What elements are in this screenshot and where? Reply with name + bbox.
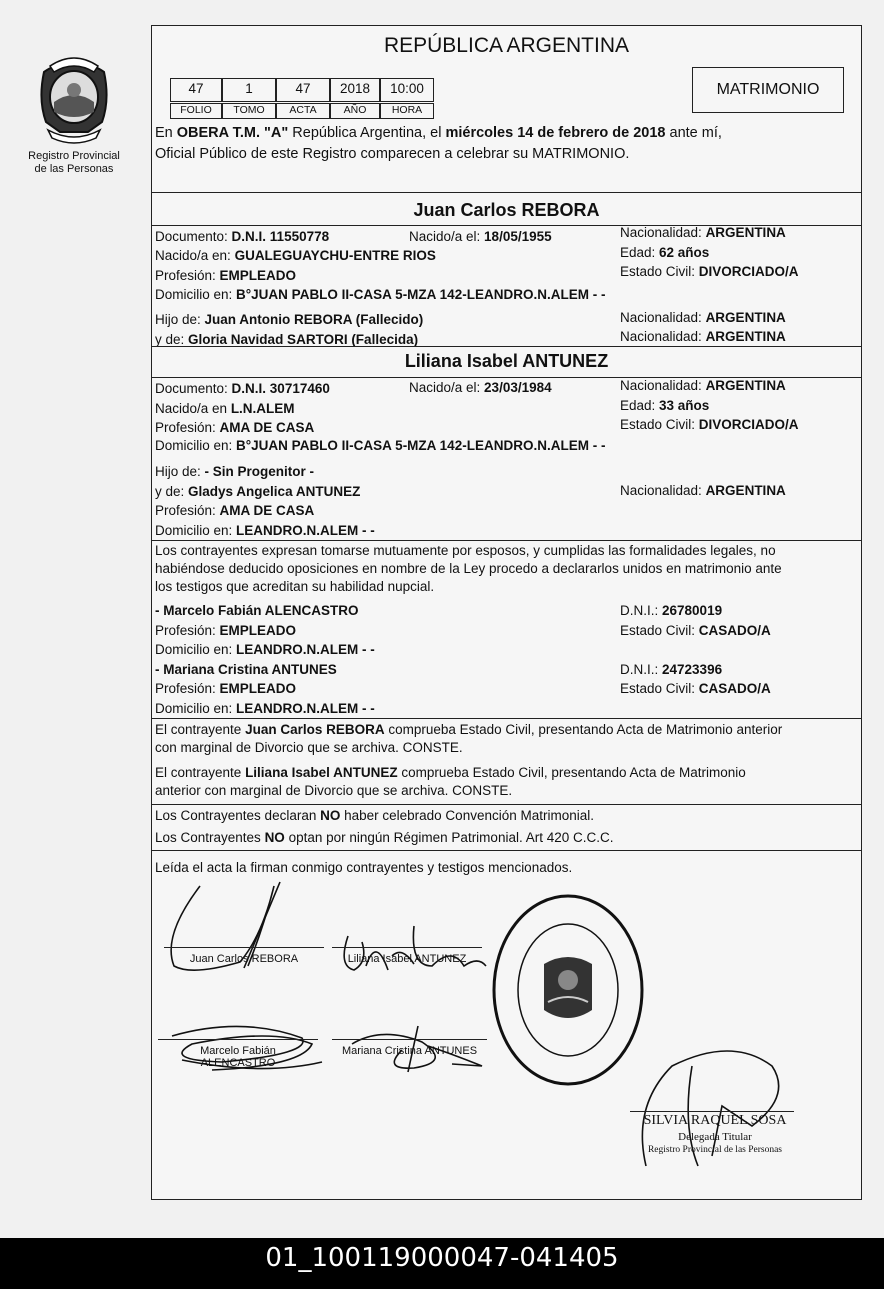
contrayente1-name: Juan Carlos REBORA: [413, 200, 600, 220]
declaracion-line1: Los contrayentes expresan tomarse mutuamente por esposos, y cumplidas las formalidades legales, no: [155, 543, 776, 558]
document-title: REPÚBLICA ARGENTINA: [383, 34, 630, 57]
c2-nacionalidad: Nacionalidad: ARGENTINA: [620, 378, 786, 393]
intro-p3: ante mí,: [665, 125, 722, 141]
c2-madre-nacionalidad: Nacionalidad: ARGENTINA: [620, 483, 786, 498]
testigo2-name: - Mariana Cristina ANTUNES: [155, 662, 337, 677]
stamp-seal-icon: [488, 890, 648, 1090]
testigo2-profesion: Profesión: EMPLEADO: [155, 681, 297, 696]
logo-caption-line2: de las Personas: [34, 163, 114, 175]
c2-madre-domicilio: Domicilio en: LEANDRO.N.ALEM - -: [155, 523, 375, 538]
contrayente2-name: Liliana Isabel ANTUNEZ: [404, 351, 609, 371]
acta-value: 47: [276, 78, 330, 102]
hora-value: 10:00: [380, 78, 434, 102]
acta-label: ACTA: [276, 103, 330, 119]
folio-label: FOLIO: [170, 103, 222, 119]
c1-madre-nacionalidad: Nacionalidad: ARGENTINA: [620, 329, 786, 344]
c2-edad: Edad: 33 años: [620, 398, 710, 413]
declaracion-line2: habiéndose deducido oposiciones en nombre de la Ley procedo a declararlos unidos en matrimonio ante: [155, 561, 782, 576]
registro-logo: [30, 52, 118, 148]
logo-caption: [16, 150, 132, 176]
c2-documento: Documento: D.N.I. 30717460: [155, 381, 330, 396]
logo-caption-line1: Registro Provincial: [28, 150, 120, 162]
intro-line2: Oficial Público de este Registro comparecen a celebrar su MATRIMONIO.: [155, 146, 630, 162]
intro-place: OBERA T.M. "A": [176, 125, 289, 141]
document-code-footer: 01_100119000047-041405: [0, 1238, 884, 1289]
testigo1-profesion: Profesión: EMPLEADO: [155, 623, 297, 638]
c1-domicilio: Domicilio en: B°JUAN PABLO II-CASA 5-MZA 142-LEANDRO.N.ALEM - -: [155, 287, 606, 302]
sig3-label: Marcelo Fabián ALENCASTRO: [200, 1045, 276, 1069]
c2-madre: y de: Gladys Angelica ANTUNEZ: [155, 484, 361, 499]
firma-intro: Leída el acta la firman conmigo contrayentes y testigos mencionados.: [155, 860, 573, 875]
testigo1-estado-civil: Estado Civil: CASADO/A: [620, 623, 771, 638]
folio-value: 47: [170, 78, 222, 102]
declaracion-text: [155, 542, 857, 596]
official-name: SILVIA RAQUEL SOSA: [643, 1113, 787, 1128]
official-block: [630, 1112, 800, 1156]
convencion-line1: Los Contrayentes declaran NO haber celebrado Convención Matrimonial.: [155, 808, 594, 823]
c2-domicilio: Domicilio en: B°JUAN PABLO II-CASA 5-MZA 142-LEANDRO.N.ALEM - -: [155, 438, 606, 453]
tomo-value: 1: [222, 78, 276, 102]
c1-padre: Hijo de: Juan Antonio REBORA (Fallecido): [155, 312, 424, 327]
c2-estado-civil: Estado Civil: DIVORCIADO/A: [620, 417, 799, 432]
official-role: Delegada Titular: [678, 1131, 752, 1143]
hora-label: HORA: [380, 103, 434, 119]
sig2-label: Liliana Isabel ANTUNEZ: [347, 953, 467, 965]
declaracion-line3: los testigos que acreditan su habilidad nupcial.: [155, 579, 435, 594]
testigo1-dni: D.N.I.: 26780019: [620, 603, 723, 618]
marriage-certificate: [151, 25, 862, 1200]
c1-nacido-el: Nacido/a el: 18/05/1955: [409, 229, 552, 244]
c1-estado-civil: Estado Civil: DIVORCIADO/A: [620, 264, 799, 279]
anio-label: AÑO: [330, 103, 380, 119]
province-seal-icon: [30, 52, 118, 148]
estado-civil-note-1: El contrayente Juan Carlos REBORA comprueba Estado Civil, presentando Acta de Matrimonio anterior con marginal de Divorcio que se archiva. CONSTE.: [155, 722, 783, 755]
c2-nacido-el: Nacido/a el: 23/03/1984: [409, 380, 552, 395]
c1-edad: Edad: 62 años: [620, 245, 710, 260]
c1-nacido-en: Nacido/a en: GUALEGUAYCHU-ENTRE RIOS: [155, 248, 436, 263]
convencion-line2: Los Contrayentes NO optan por ningún Régimen Patrimonial. Art 420 C.C.C.: [155, 830, 614, 845]
testigo2-domicilio: Domicilio en: LEANDRO.N.ALEM - -: [155, 701, 375, 716]
sig4-label: Mariana Cristina ANTUNES: [341, 1045, 478, 1057]
testigo2-dni: D.N.I.: 24723396: [620, 662, 723, 677]
c2-madre-profesion: Profesión: AMA DE CASA: [155, 503, 315, 518]
intro-p2: República Argentina, el: [288, 125, 446, 141]
intro-p1: En: [155, 125, 177, 141]
sig1-label: Juan Carlos REBORA: [189, 953, 299, 965]
testigo1-domicilio: Domicilio en: LEANDRO.N.ALEM - -: [155, 642, 375, 657]
c1-profesion: Profesión: EMPLEADO: [155, 268, 297, 283]
c2-nacido-en: Nacido/a en L.N.ALEM: [155, 401, 295, 416]
act-type-box: MATRIMONIO: [692, 67, 844, 113]
c1-nacionalidad: Nacionalidad: ARGENTINA: [620, 225, 786, 240]
estado-civil-note-2: El contrayente Liliana Isabel ANTUNEZ comprueba Estado Civil, presentando Acta de Matrimonio anterior con marginal de Divorcio que se archiva. CONSTE.: [155, 765, 746, 798]
testigo1-name: - Marcelo Fabián ALENCASTRO: [155, 603, 359, 618]
official-stamp: [488, 890, 648, 1090]
anio-value: 2018: [330, 78, 380, 102]
intro-date: miércoles 14 de febrero de 2018: [445, 125, 666, 141]
official-org: Registro Provincial de las Personas: [647, 1145, 783, 1155]
c2-padre: Hijo de: - Sin Progenitor -: [155, 464, 315, 479]
c1-padre-nacionalidad: Nacionalidad: ARGENTINA: [620, 310, 786, 325]
c2-profesion: Profesión: AMA DE CASA: [155, 420, 315, 435]
intro-text: [155, 123, 859, 165]
testigo2-estado-civil: Estado Civil: CASADO/A: [620, 681, 771, 696]
tomo-label: TOMO: [222, 103, 276, 119]
c1-madre: y de: Gloria Navidad SARTORI (Fallecida): [155, 332, 419, 347]
c1-documento: Documento: D.N.I. 11550778: [155, 229, 330, 244]
